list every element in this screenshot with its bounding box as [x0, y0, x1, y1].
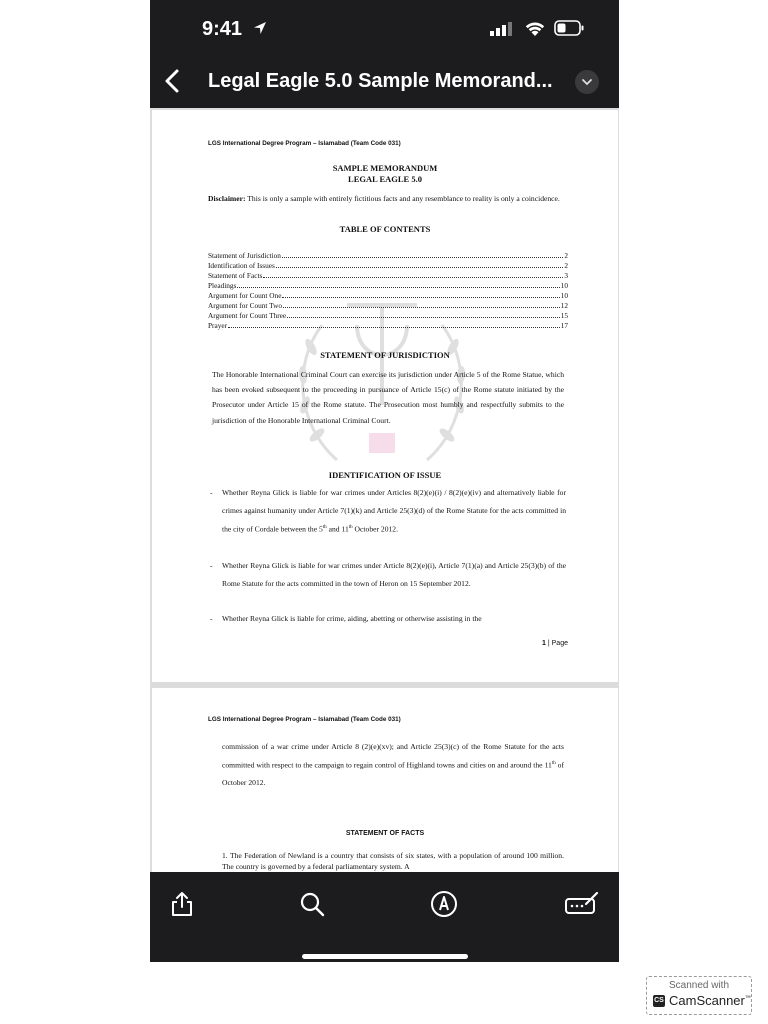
toc-item[interactable]: Argument for Count Three 15: [208, 311, 568, 320]
document-title: Legal Eagle 5.0 Sample Memorand...: [208, 70, 553, 92]
toc-item[interactable]: Identification of Issues 2: [208, 261, 568, 270]
issue-heading: IDENTIFICATION OF ISSUE: [328, 470, 442, 480]
status-time: 9:41: [202, 18, 243, 40]
table-of-contents: [208, 251, 568, 331]
wifi-icon: [524, 20, 546, 38]
issue-item: - Whether Reyna Glick is liable for crime, aiding, abetting or otherwise assisting in the: [210, 614, 482, 623]
page-header: LGS International Degree Program – Islamabad (Team Code 031): [208, 716, 401, 723]
cellular-signal-icon: [490, 22, 512, 36]
toc-item[interactable]: Pleadings 10: [208, 281, 568, 290]
camscanner-watermark: [646, 976, 752, 1015]
toc-item[interactable]: Statement of Facts 3: [208, 271, 568, 280]
camscanner-caption: Scanned with: [668, 980, 730, 991]
page-header: LGS International Degree Program – Islamabad (Team Code 031): [208, 140, 401, 147]
toc-item[interactable]: Argument for Count Two 12: [208, 301, 568, 310]
memo-subtitle: LEGAL EAGLE 5.0: [348, 174, 422, 184]
disclaimer-label: Disclaimer:: [208, 194, 246, 203]
chevron-down-icon: [575, 70, 599, 94]
bottom-toolbar: [150, 872, 619, 962]
page-number: 1 | Page: [542, 640, 568, 647]
issue-item: - Whether Reyna Glick is liable for war crimes under Articles 8(2)(e)(i) / 8(2)(e)(iv) and alternatively liable for crimes against humanity under Article 7(1)(k) and Article 25(3)(d) of the Rome Statute for the acts committed in the city of Cordale between the 5th and 11th October 2012.: [210, 488, 566, 534]
edit-icon[interactable]: [564, 890, 600, 918]
jurisdiction-paragraph: The Honorable International Criminal Court can exercise its jurisdiction under Article 5 of the Rome Statue, which has been evoked subsequent to the proceeding in pursuance of Article 15(c) of the Rome statute initiated by the Prosecutor under Article 15 of the Rome statute. The Prosecution most humbly and respectfully submits to the jurisdiction of the Honorable International Criminal Court.: [212, 370, 564, 425]
status-bar: [150, 0, 619, 58]
location-arrow-icon: [252, 20, 268, 36]
document-nav-bar: [150, 58, 619, 108]
toc-item[interactable]: Prayer 17: [208, 321, 568, 330]
back-chevron-icon[interactable]: [156, 64, 190, 98]
battery-icon: [554, 20, 584, 36]
jurisdiction-heading: STATEMENT OF JURISDICTION: [320, 350, 450, 360]
document-page-1: [152, 110, 618, 682]
toc-item[interactable]: Argument for Count One 10: [208, 291, 568, 300]
toc-item[interactable]: Statement of Jurisdiction 2: [208, 251, 568, 260]
document-page-2: [152, 688, 618, 872]
camscanner-name: CamScanner™: [669, 993, 751, 1008]
facts-heading: STATEMENT OF FACTS: [345, 830, 425, 837]
title-menu-button[interactable]: [575, 70, 599, 94]
disclaimer: [208, 194, 568, 204]
search-icon[interactable]: [298, 890, 326, 918]
document-viewer[interactable]: [150, 108, 619, 872]
share-icon[interactable]: [168, 890, 196, 918]
issue-continuation: commission of a war crime under Article 8 (2)(e)(xv); and Article 25(3)(c) of the Rome Statute for the acts committed with respect to the campaign to regain control of Highland towns and cities on and around the 11th of October 2012.: [222, 742, 564, 787]
home-indicator[interactable]: [302, 954, 468, 959]
memo-title: SAMPLE MEMORANDUM: [332, 163, 438, 173]
markup-icon[interactable]: [430, 890, 458, 918]
camscanner-logo: CS: [653, 995, 665, 1007]
toc-heading: TABLE OF CONTENTS: [339, 224, 431, 234]
phone-screen: [150, 0, 619, 962]
disclaimer-text: This is only a sample with entirely fictitious facts and any resemblance to reality is only a coincidence.: [245, 194, 560, 203]
issue-item: - Whether Reyna Glick is liable for war crimes under Article 8(2)(e)(i), Article 7(1)(a) and Article 25(3)(b) of the Rome Statute for the acts committed in the town of Heron on 15 September 2012.: [210, 561, 566, 588]
fact-item: 1. The Federation of Newland is a country that consists of six states, with a population of around 100 million. The country is governed by a federal parliamentary system. A: [222, 851, 564, 871]
